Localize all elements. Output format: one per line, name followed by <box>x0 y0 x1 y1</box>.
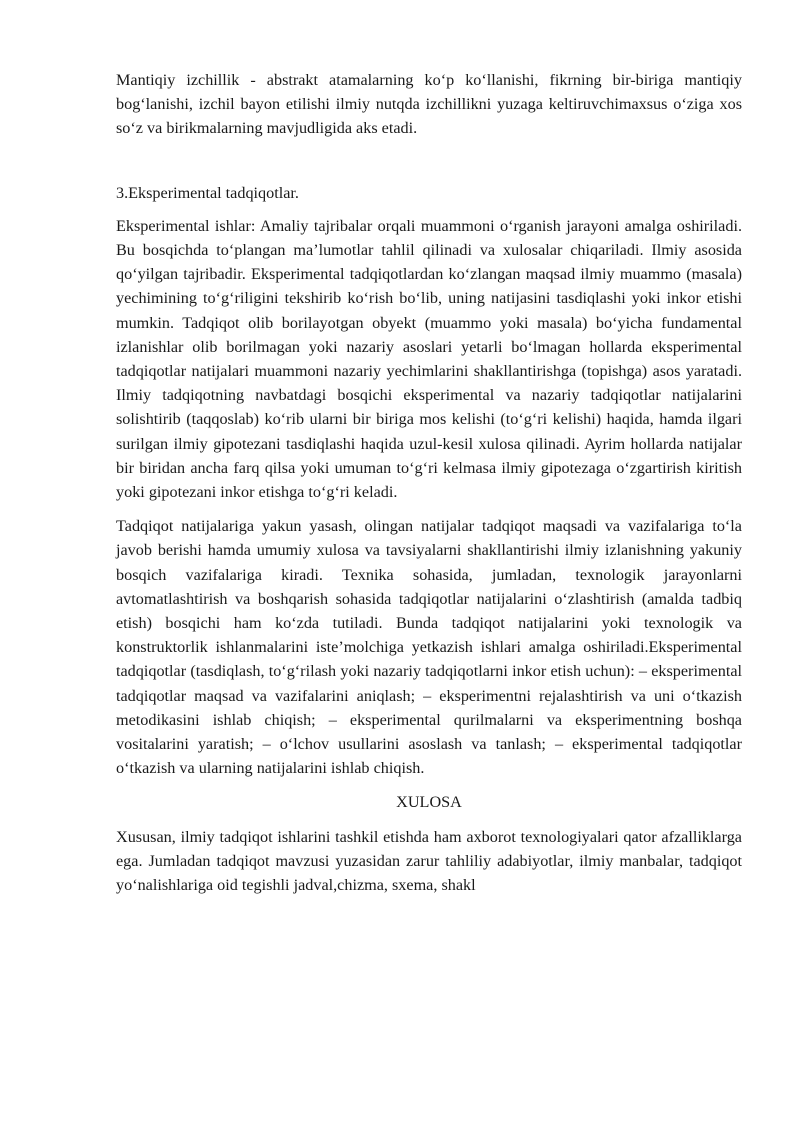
conclusion-title: XULOSA <box>396 793 462 812</box>
paragraph-research-results: Tadqiqot natijalariga yakun yasash, olingan natijalar tadqiqot maqsadi va vazifalariga to‘la javob berishi hamda umumiy xulosa va tavsiyalarni shakllantirishi ilmiy izlanishning yakuniy bosqich vazifalariga kiradi. Texnika sohasida, jumladan, texnologik jarayonlarni avtomatlashtirish va boshqarish sohasida tadqiqotlar natijalarini o‘zlashtirish (amalda tadbiq etish) bosqichi ham ko‘zda tutiladi. Bunda tadqiqot natijalarini yoki texnologik va konstruktorlik ishlanmalarini iste’molchiga yetkazish ishlari amalga oshiriladi.Eksperimental tadqiqotlar (tasdiqlash, to‘g‘rilash yoki nazariy tadqiqotlarni inkor etish uchun): – eksperimental tadqiqotlar maqsad va vazifalarini aniqlash; – eksperimentni rejalashtirish va uni o‘tkazish metodikasini ishlab chiqish; – eksperimental qurilmalarni va eksperimentning boshqa vositalarini yaratish; – o‘lchov usullarini asoslash va tanlash; – eksperimental tadqiqotlar o‘tkazish va ularning natijalarini ishlab chiqish. <box>116 517 742 778</box>
section-heading: 3.Eksperimental tadqiqotlar. <box>116 183 299 202</box>
paragraph-conclusion: Xususan, ilmiy tadqiqot ishlarini tashkil etishda ham axborot texnologiyalari qator afzalliklarga ega. Jumladan tadqiqot mavzusi yuzasidan zarur tahliliy adabiyotlar, ilmiy manbalar, tadqiqot yo‘nalishlariga oid tegishli jadval,chizma, sxema, shakl <box>116 827 742 895</box>
document-page <box>116 68 742 897</box>
paragraph-experimental-work: Eksperimental ishlar: Amaliy tajribalar orqali muammoni o‘rganish jarayoni amalga oshiriladi. Bu bosqichda to‘plangan ma’lumotlar tahlil qilinadi va xulosalar chiqariladi. Ilmiy asosida qo‘yilgan tajribadir. Eksperimental tadqiqotlardan ko‘zlangan maqsad ilmiy muammo (masala) yechimining to‘g‘riligini tekshirib ko‘rish bo‘lib, uning natijasini tasdiqlashi yoki inkor etishi mumkin. Tadqiqot olib borilayotgan obyekt (muammo yoki masala) bo‘yicha fundamental izlanishlar olib borilmagan yoki nazariy asoslari yetarli bo‘lmagan hollarda eksperimental tadqiqotlar natijalari muammoni nazariy yechimlarini shakllantirishga (topishga) asos yaratadi. Ilmiy tadqiqotning navbatdagi bosqichi eksperimental va nazariy tadqiqotlar natijalarini solishtirib (taqqoslab) ko‘rib ularni bir biriga mos kelishi (to‘g‘ri kelishi) haqida, hamda ilgari surilgan ilmiy gipotezani tasdiqlashi haqida uzul-kesil xulosa qilinadi. Ayrim hollarda natijalar bir biridan ancha farq qilsa yoki umuman to‘g‘ri kelmasa ilmiy gipotezaga o‘zgartirish kiritish yoki gipotezani inkor etishga to‘g‘ri keladi. <box>116 216 742 502</box>
paragraph-logical-coherence: Mantiqiy izchillik - abstrakt atamalarning ko‘p ko‘llanishi, fikrning bir-biriga mantiqiy bog‘lanishi, izchil bayon etilishi ilmiy nutqda izchillikni yuzaga keltiruvchimaxsus o‘ziga xos so‘z va birikmalarning mavjudligida aks etadi. <box>116 71 742 138</box>
